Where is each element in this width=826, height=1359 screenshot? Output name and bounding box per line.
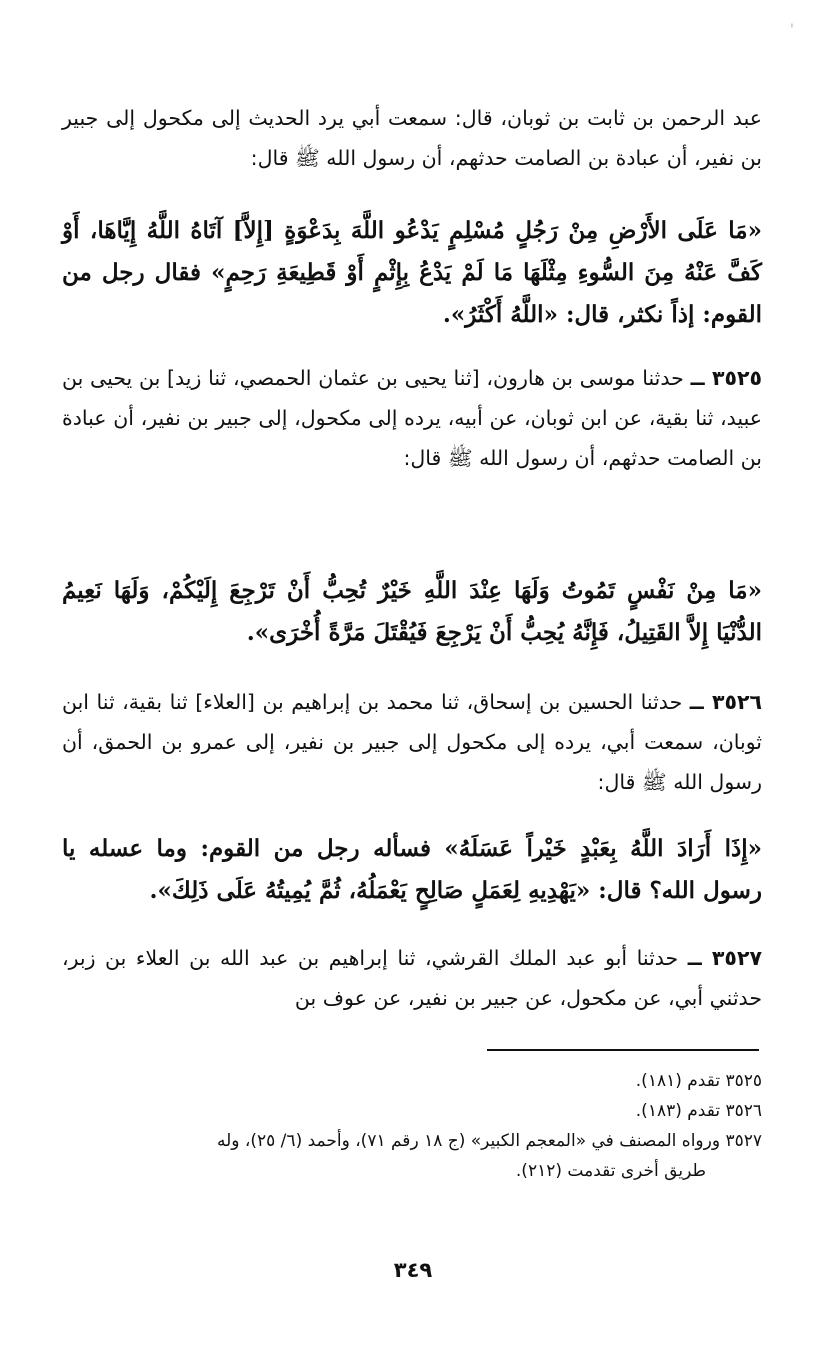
- hadith-number-3527: ٣٥٢٧ ــ: [687, 946, 762, 970]
- hadith-number-3526: ٣٥٢٦ ــ: [689, 690, 762, 714]
- isnad-3-text: حدثنا الحسين بن إسحاق، ثنا محمد بن إبراهيم بن [العلاء] ثنا بقية، ثنا ابن ثوبان، سمعت أبي، يرده إلى مكحول إلى جبير بن نفير، إلى عمرو بن الحمق، أن رسول الله ﷺ قال:: [62, 690, 762, 794]
- footnote-3527: ٣٥٢٧ ورواه المصنف في «المعجم الكبير» (ج ١٨ رقم ٧١)، وأحمد (٦/ ٢٥)، وله: [216, 1131, 762, 1151]
- paragraph-hadith-2: «مَا مِنْ نَفْسٍ تَمُوتُ وَلَهَا عِنْدَ اللَّهِ خَيْرٌ تُحِبُّ أَنْ تَرْجِعَ إِلَيْكُمْ، وَلَهَا نَعِيمُ الدُّنْيَا إِلاَّ القَتِيلُ، فَإِنَّهُ يُحِبُّ أَنْ يَرْجِعَ فَيُقْتَلَ مَرَّةً أُخْرَى».: [62, 577, 762, 646]
- paragraph-isnad-4: [62, 938, 762, 1018]
- isnad-2-text: حدثنا موسى بن هارون، [ثنا يحيى بن عثمان الحمصي، ثنا زيد] بن يحيى بن عبيد، ثنا بقية، عن ابن ثوبان، عن أبيه، يرده إلى مكحول، إلى جبير بن نفير، أن عبادة بن الصامت حدثهم، أن رسول الله ﷺ قال:: [62, 366, 762, 470]
- paragraph-hadith-1: «مَا عَلَى الأَرْضِ مِنْ رَجُلٍ مُسْلِمٍ يَدْعُو اللَّهَ بِدَعْوَةٍ [إِلاَّ] آتَاهُ اللَّهُ إِيَّاهَا، أَوْ كَفَّ عَنْهُ مِنَ السُّوءِ مِثْلَهَا مَا لَمْ يَدْعُ بِإِثْمٍ أَوْ قَطِيعَةِ رَحِمٍ» فقال رجل من القوم: إذاً نكثر، قال: «اللَّهُ أَكْثَرُ».: [62, 217, 762, 328]
- paragraph-hadith-3: «إِذَا أَرَادَ اللَّهُ بِعَبْدٍ خَيْراً عَسَلَهُ» فسأله رجل من القوم: وما عسله يا رسول الله؟ قال: «يَهْدِيهِ لِعَمَلٍ صَالِحٍ يَعْمَلُهُ، ثُمَّ يُمِيتُهُ عَلَى ذَلِكَ».: [62, 835, 762, 904]
- corner-mark: ': [790, 22, 794, 38]
- footnote-3527-continued: طريق أخرى تقدمت (٢١٢).: [515, 1161, 706, 1181]
- footnotes: [70, 1066, 762, 1186]
- paragraph-isnad-1: عبد الرحمن بن ثابت بن ثوبان، قال: سمعت أبي يرد الحديث إلى مكحول إلى جبير بن نفير، أن عبادة بن الصامت حدثهم، أن رسول الله ﷺ قال:: [62, 106, 762, 170]
- isnad-4-text: حدثنا أبو عبد الملك القرشي، ثنا إبراهيم بن عبد الله بن العلاء بن زبر، حدثني أبي، عن مكحول، عن جبير بن نفير، عن عوف بن: [62, 946, 762, 1010]
- footnote-3526: ٣٥٢٦ تقدم (١٨٣).: [635, 1101, 762, 1121]
- paragraph-isnad-2: [62, 358, 762, 478]
- hadith-number-3525: ٣٥٢٥ ــ: [690, 366, 762, 390]
- page-number: ٣٤٩: [393, 1258, 433, 1282]
- footnote-separator: [487, 1049, 759, 1051]
- paragraph-isnad-3: [62, 682, 762, 802]
- footnote-3525: ٣٥٢٥ تقدم (١٨١).: [635, 1071, 762, 1091]
